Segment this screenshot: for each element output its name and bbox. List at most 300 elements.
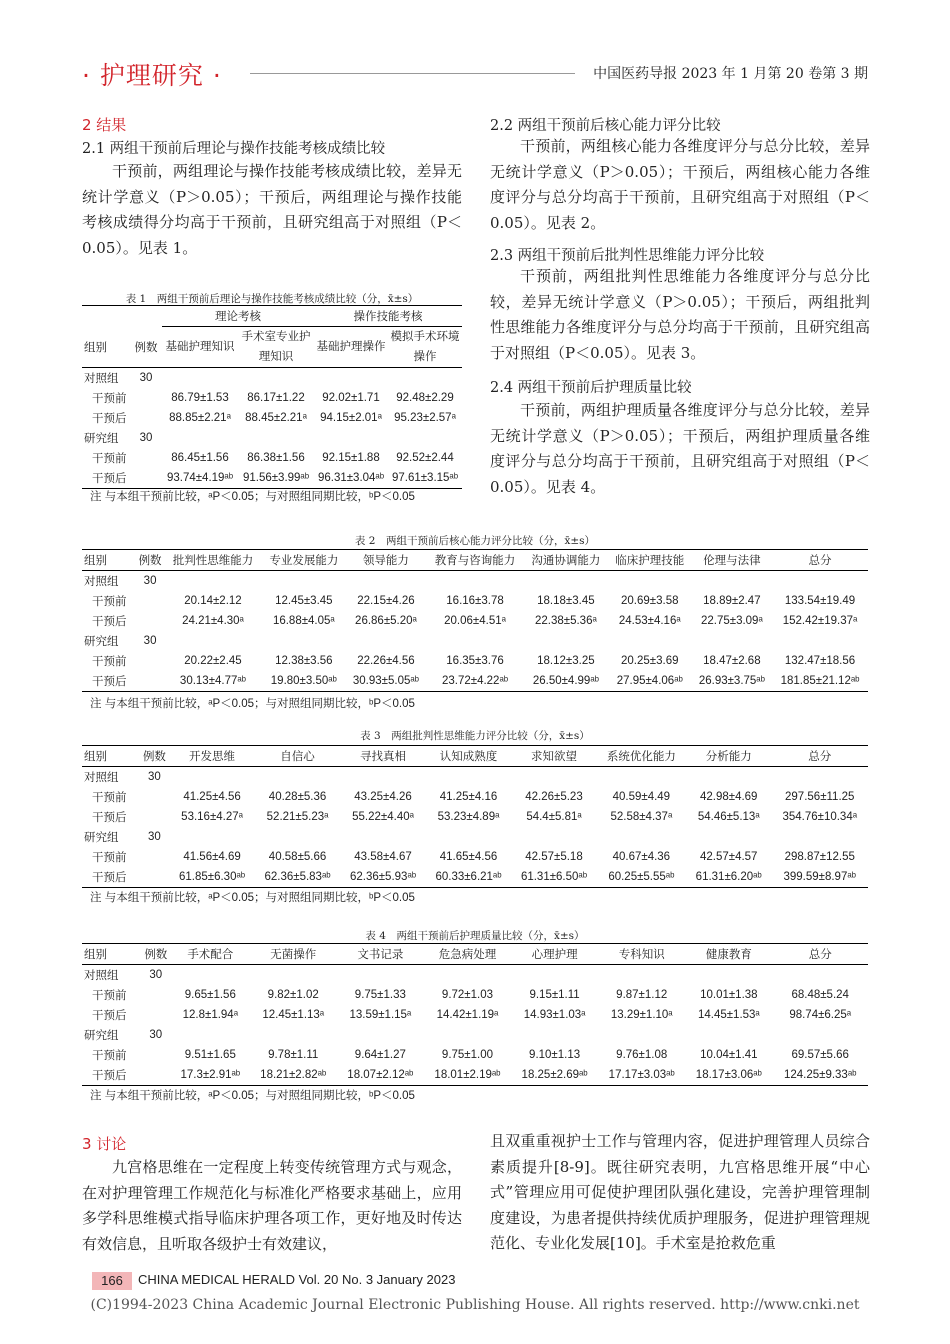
table-row	[82, 651, 868, 671]
table-cell	[424, 1025, 511, 1045]
column-header: 基础护理知识	[162, 327, 238, 368]
row-label: 干预后	[82, 671, 136, 692]
table-cell: 93.74±4.19ᵃᵇ	[162, 468, 238, 489]
column-header: 伦理与法律	[692, 550, 772, 571]
row-n	[130, 448, 162, 468]
table-cell: 298.87±12.55	[784, 851, 855, 863]
table-row	[82, 571, 868, 592]
table-cell: 18.47±2.68	[703, 655, 761, 667]
table-cell	[262, 571, 346, 592]
row-label: 干预后	[82, 867, 140, 888]
table-cell: 22.75±3.09ᵃ	[700, 615, 763, 627]
table-cell: 9.15±1.11	[529, 989, 580, 1001]
row-label: 对照组	[84, 772, 119, 784]
row-n	[136, 651, 164, 671]
table-cell: 297.56±11.25	[785, 791, 855, 803]
table-cell: 133.54±19.49	[784, 595, 856, 607]
table-cell: 95.23±2.57ᵃ	[394, 412, 456, 424]
table-row	[82, 1065, 868, 1086]
row-n: 30	[139, 372, 153, 384]
table-cell	[337, 1025, 424, 1045]
table-cell	[686, 827, 771, 847]
table-cell	[164, 571, 262, 592]
row-label: 对照组	[84, 576, 119, 588]
table-cell: 9.51±1.65	[184, 1049, 236, 1061]
table-cell: 26.86±5.20ᵃ	[355, 615, 417, 627]
section-2-2-text: 干预前，两组核心能力各维度评分与总分比较，差异无统计学意义（P＞0.05）；干预后，两组核心能力各维度评分与总分均高于干预前，且研究组高于对照组（P＜0.05）。见表 2。	[490, 137, 870, 232]
table-cell	[692, 571, 772, 592]
table-row	[82, 787, 868, 807]
column-header: 教育与咨询能力	[426, 550, 524, 571]
table-cell: 41.25±4.16	[439, 791, 498, 803]
table-cell	[388, 368, 462, 389]
column-header: 自信心	[255, 746, 340, 767]
table-cell	[388, 428, 462, 448]
table-cell	[597, 827, 686, 847]
table-cell: 20.69±3.58	[621, 595, 679, 607]
page-number: 166	[92, 1272, 132, 1290]
row-label: 干预前	[92, 393, 127, 405]
table-cell: 40.67±4.36	[612, 851, 671, 863]
group-header-theory: 理论考核	[162, 306, 314, 327]
table-cell	[340, 827, 425, 847]
column-header: 心理护理	[511, 944, 598, 965]
column-header: 组别	[82, 944, 141, 965]
table-cell	[346, 631, 426, 651]
table-cell: 20.06±4.51ᵃ	[444, 615, 506, 627]
table-cell: 9.87±1.12	[616, 989, 668, 1001]
table-cell	[772, 571, 868, 592]
table-cell	[171, 1025, 250, 1045]
column-header: 组别	[82, 550, 136, 571]
table-cell	[314, 428, 388, 448]
row-n: 30	[149, 1029, 163, 1041]
table-cell	[686, 767, 771, 788]
column-header: 无菌操作	[250, 944, 337, 965]
row-n	[141, 1045, 171, 1065]
row-label: 对照组	[84, 970, 119, 982]
table-cell: 24.21±4.30ᵃ	[182, 615, 244, 627]
table-cell: 86.38±1.56	[247, 452, 305, 464]
row-label: 干预前	[92, 453, 127, 465]
section-2-1-text: 干预前，两组理论与操作技能考核成绩比较，差异无统计学意义（P＞0.05）；干预后，两组理论与操作技能考核成绩得分均高于干预前，且研究组高于对照组（P＜0.05）。见表 1。	[82, 162, 462, 257]
row-label: 干预前	[92, 596, 127, 608]
table-2-caption: 表 2 两组干预前后核心能力评分比较（分，x̄±s）	[354, 535, 596, 547]
section-2-3-text: 干预前，两组批判性思维能力各维度评分与总分比较，差异无统计学意义（P＞0.05）；干预后，两组批判性思维能力各维度评分与总分均高于干预前，且研究组高于对照组（P＜0.05）。见表 3。	[490, 267, 870, 362]
table-3-caption: 表 3 两组批判性思维能力评分比较（分，x̄±s）	[360, 730, 590, 742]
table-cell: 55.22±4.40ᵃ	[352, 811, 414, 823]
column-header: 系统优化能力	[597, 746, 686, 767]
table-row	[82, 448, 462, 468]
row-n: 30	[149, 969, 163, 981]
table-cell: 96.31±3.04ᵃᵇ	[314, 468, 388, 489]
column-header-n: 例数	[130, 327, 162, 368]
table-cell: 92.02±1.71	[322, 392, 380, 404]
table-row	[82, 965, 868, 986]
table-cell	[685, 965, 772, 986]
row-label: 研究组	[84, 433, 119, 445]
table-cell: 22.15±4.26	[357, 595, 415, 607]
table-cell	[608, 631, 692, 651]
table-row	[82, 428, 462, 448]
discussion-text-left: 九宫格思维在一定程度上转变传统管理方式与观念，在对护理管理工作规范化与标准化严格要求基础上，应用多学科思维模式指导临床护理各项工作，更好地及时传达有效信息，且听取各级护士有效建议，	[82, 1158, 462, 1253]
table-cell: 53.23±4.89ᵃ	[437, 811, 500, 823]
table-cell	[608, 571, 692, 592]
row-label: 干预前	[92, 792, 127, 804]
table-cell: 41.56±4.69	[183, 851, 241, 863]
table-cell	[162, 428, 238, 448]
table-cell: 20.25±3.69	[621, 655, 679, 667]
table-cell: 9.75±1.00	[441, 1049, 493, 1061]
table-cell	[511, 1025, 598, 1045]
table-cell: 23.72±4.22ᵃᵇ	[426, 671, 524, 692]
table-cell: 18.07±2.12ᵃᵇ	[337, 1065, 424, 1086]
table-cell	[337, 965, 424, 986]
table-cell: 9.10±1.13	[529, 1049, 581, 1061]
table-cell: 9.82±1.02	[267, 989, 319, 1001]
table-cell	[250, 1025, 337, 1045]
table-cell: 40.58±5.66	[268, 851, 327, 863]
table-cell: 399.59±8.97ᵃᵇ	[771, 867, 868, 888]
table-cell: 9.76±1.08	[616, 1049, 668, 1061]
table-cell: 18.17±3.06ᵃᵇ	[685, 1065, 772, 1086]
table-cell: 88.85±2.21ᵃ	[169, 412, 231, 424]
table-cell	[314, 368, 388, 389]
table-cell: 86.79±1.53	[171, 392, 229, 404]
column-header: 例数	[141, 944, 171, 965]
section-2-1-title: 2.1 两组干预前后理论与操作技能考核成绩比较	[82, 141, 386, 157]
table-row	[82, 1045, 868, 1065]
row-label: 干预前	[92, 990, 127, 1002]
table-cell: 16.35±3.76	[446, 655, 504, 667]
table-cell	[771, 767, 868, 788]
column-header: 开发思维	[169, 746, 254, 767]
table-cell	[524, 631, 608, 651]
table-2	[82, 549, 868, 692]
section-2-3-title: 2.3 两组干预前后批判性思维能力评分比较	[490, 248, 765, 264]
table-cell: 42.57±5.18	[525, 851, 583, 863]
table-1-note: 注 与本组干预前比较，ᵃP＜0.05；与对照组同期比较，ᵇP＜0.05	[90, 491, 415, 503]
table-cell	[340, 767, 425, 788]
header-divider	[250, 73, 575, 74]
table-cell: 43.58±4.67	[354, 851, 412, 863]
table-row	[82, 847, 868, 867]
row-n	[136, 591, 164, 611]
table-cell: 53.16±4.27ᵃ	[181, 811, 243, 823]
table-3	[82, 745, 868, 888]
table-cell	[772, 631, 868, 651]
table-cell: 30.93±5.05ᵃᵇ	[346, 671, 426, 692]
column-header: 手术配合	[171, 944, 250, 965]
table-cell: 27.95±4.06ᵃᵇ	[608, 671, 692, 692]
row-n	[130, 408, 162, 428]
table-cell: 97.61±3.15ᵃᵇ	[388, 468, 462, 489]
table-cell	[511, 767, 596, 788]
journal-footer: CHINA MEDICAL HERALD Vol. 20 No. 3 January 2023	[138, 1272, 456, 1287]
table-cell	[424, 965, 511, 986]
table-cell: 10.04±1.41	[700, 1049, 758, 1061]
table-cell: 42.57±4.57	[699, 851, 758, 863]
table-cell: 52.58±4.37ᵃ	[610, 811, 673, 823]
column-header: 批判性思维能力	[164, 550, 262, 571]
column-header: 认知成熟度	[426, 746, 511, 767]
row-n	[136, 671, 164, 692]
row-n: 30	[143, 575, 157, 587]
table-4-note: 注 与本组干预前比较，ᵃP＜0.05；与对照组同期比较，ᵇP＜0.05	[90, 1090, 415, 1102]
row-n	[140, 847, 170, 867]
table-cell	[511, 965, 598, 986]
column-header: 临床护理技能	[608, 550, 692, 571]
table-row	[82, 827, 868, 847]
table-cell: 60.25±5.55ᵃᵇ	[597, 867, 686, 888]
group-header-practice: 操作技能考核	[314, 306, 462, 327]
column-header: 总分	[772, 550, 868, 571]
table-cell: 9.72±1.03	[441, 989, 493, 1001]
table-cell: 17.17±3.03ᵃᵇ	[598, 1065, 685, 1086]
table-cell: 54.46±5.13ᵃ	[697, 811, 760, 823]
table-row	[82, 1025, 868, 1045]
table-row	[82, 468, 462, 489]
section-2-4-text: 干预前，两组护理质量各维度评分与总分比较，差异无统计学意义（P＞0.05）；干预后，两组护理质量各维度评分与总分均高于干预前，且研究组高于对照组（P＜0.05）。见表 4。	[490, 401, 870, 496]
table-cell: 14.45±1.53ᵃ	[697, 1009, 760, 1021]
table-cell: 86.45±1.56	[171, 452, 229, 464]
table-row	[82, 631, 868, 651]
table-cell: 124.25±9.33ᵃᵇ	[772, 1065, 868, 1086]
column-header: 求知欲望	[511, 746, 596, 767]
table-cell	[169, 767, 254, 788]
column-header: 例数	[136, 550, 164, 571]
row-n	[140, 787, 170, 807]
discussion-heading: 3 讨论	[82, 1135, 127, 1153]
column-header: 模拟手术环境操作	[388, 327, 462, 368]
row-n	[141, 1065, 171, 1086]
table-cell	[238, 428, 314, 448]
table-cell	[771, 827, 868, 847]
table-cell: 69.57±5.66	[791, 1049, 849, 1061]
table-cell: 43.25±4.26	[354, 791, 412, 803]
table-cell: 68.48±5.24	[791, 989, 849, 1001]
table-row	[82, 1005, 868, 1025]
table-cell: 40.28±5.36	[268, 791, 327, 803]
table-cell	[426, 571, 524, 592]
section-2-2-title: 2.2 两组干预前后核心能力评分比较	[490, 118, 721, 134]
row-n	[140, 867, 170, 888]
table-cell: 20.22±2.45	[184, 655, 242, 667]
table-cell	[772, 965, 868, 986]
table-cell: 12.45±3.45	[275, 595, 333, 607]
table-cell: 60.33±6.21ᵃᵇ	[426, 867, 511, 888]
table-cell: 30.13±4.77ᵃᵇ	[164, 671, 262, 692]
table-row	[82, 985, 868, 1005]
table-4-caption: 表 4 两组干预前后护理质量比较（分，x̄±s）	[365, 930, 585, 942]
table-3-note: 注 与本组干预前比较，ᵃP＜0.05；与对照组同期比较，ᵇP＜0.05	[90, 892, 415, 904]
table-cell: 9.78±1.11	[268, 1049, 319, 1061]
row-label: 干预前	[92, 1050, 127, 1062]
column-header: 沟通协调能力	[524, 550, 608, 571]
row-label: 干预前	[92, 852, 127, 864]
table-cell	[598, 1025, 685, 1045]
table-cell	[426, 827, 511, 847]
table-cell: 13.29±1.10ᵃ	[610, 1009, 673, 1021]
row-label: 对照组	[84, 373, 119, 385]
table-cell: 152.42±19.37ᵃ	[782, 615, 858, 627]
table-cell: 26.50±4.99ᵃᵇ	[524, 671, 608, 692]
column-header: 文书记录	[337, 944, 424, 965]
table-cell	[426, 767, 511, 788]
table-cell: 16.88±4.05ᵃ	[272, 615, 335, 627]
row-label: 干预后	[92, 616, 127, 628]
table-cell: 18.18±3.45	[537, 595, 595, 607]
discussion-text-right: 且双重重视护士工作与管理内容，促进护理管理人员综合素质提升[8-9]。既往研究表明，九宫格思维开展“中心式”管理应用可促使护理团队强化建设，完善护理管理制度建设，为患者提供持续优质护理服务，促进护理管理规范化、专业化发展[10]。手术室是抢救危重	[490, 1132, 870, 1252]
table-cell	[238, 368, 314, 389]
table-cell: 19.80±3.50ᵃᵇ	[262, 671, 346, 692]
row-label: 干预后	[92, 413, 127, 425]
row-label: 干预后	[82, 1065, 141, 1086]
copyright-line: (C)1994-2023 China Academic Journal Electronic Publishing House. All rights reserved. http://www.cnki.net	[90, 1297, 860, 1313]
table-4	[82, 943, 868, 1086]
row-n: 30	[143, 635, 157, 647]
column-header: 危急病处理	[424, 944, 511, 965]
row-label: 研究组	[84, 832, 119, 844]
table-cell: 24.53±4.16ᵃ	[618, 615, 681, 627]
table-cell	[511, 827, 596, 847]
table-cell	[255, 767, 340, 788]
table-cell: 41.25±4.56	[183, 791, 241, 803]
table-cell	[171, 965, 250, 986]
table-cell: 41.65±4.56	[439, 851, 498, 863]
table-cell: 22.26±4.56	[357, 655, 415, 667]
row-n: 30	[139, 432, 153, 444]
table-cell	[598, 965, 685, 986]
row-n	[141, 1005, 171, 1025]
table-row	[82, 611, 868, 631]
table-row	[82, 591, 868, 611]
journal-info: 中国医药导报 2023 年 1 月第 20 卷第 3 期	[593, 66, 868, 82]
table-cell: 20.14±2.12	[184, 595, 242, 607]
table-cell: 10.01±1.38	[700, 989, 758, 1001]
column-header-group: 组别	[82, 327, 130, 368]
row-n	[136, 611, 164, 631]
table-row	[82, 388, 462, 408]
table-cell: 9.75±1.33	[354, 989, 406, 1001]
table-cell: 98.74±6.25ᵃ	[789, 1009, 852, 1021]
table-cell: 9.65±1.56	[184, 989, 236, 1001]
table-cell: 12.38±3.56	[275, 655, 333, 667]
row-label: 干预后	[82, 468, 130, 489]
table-2-note: 注 与本组干预前比较，ᵃP＜0.05；与对照组同期比较，ᵇP＜0.05	[90, 698, 415, 710]
column-header: 健康教育	[685, 944, 772, 965]
table-cell	[685, 1025, 772, 1045]
table-cell: 61.31±6.20ᵃᵇ	[686, 867, 771, 888]
row-n	[140, 807, 170, 827]
table-cell	[250, 965, 337, 986]
section-header-title: · 护理研究 ·	[82, 61, 222, 90]
table-cell	[524, 571, 608, 592]
table-row	[82, 867, 868, 888]
section-2-4-title: 2.4 两组干预前后护理质量比较	[490, 380, 692, 396]
column-header: 手术室专业护理知识	[238, 327, 314, 368]
row-label: 干预后	[92, 812, 127, 824]
table-cell: 14.93±1.03ᵃ	[523, 1009, 586, 1021]
row-label: 干预前	[92, 656, 127, 668]
row-n: 30	[148, 831, 161, 843]
table-cell	[262, 631, 346, 651]
table-cell: 62.36±5.93ᵃᵇ	[340, 867, 425, 888]
table-row	[82, 408, 462, 428]
column-header: 分析能力	[686, 746, 771, 767]
table-cell: 40.59±4.49	[612, 791, 671, 803]
column-header: 总分	[771, 746, 868, 767]
table-cell: 13.59±1.15ᵃ	[349, 1009, 412, 1021]
table-cell	[162, 368, 238, 389]
table-cell: 86.17±1.22	[247, 392, 305, 404]
table-cell: 42.26±5.23	[525, 791, 583, 803]
table-row	[82, 671, 868, 692]
table-cell: 17.3±2.91ᵃᵇ	[171, 1065, 250, 1086]
table-cell	[692, 631, 772, 651]
table-cell: 62.36±5.83ᵃᵇ	[255, 867, 340, 888]
row-label: 研究组	[84, 1030, 119, 1042]
table-1-caption: 表 1 两组干预前后理论与操作技能考核成绩比较（分，x̄±s）	[125, 293, 419, 305]
table-cell: 132.47±18.56	[784, 655, 856, 667]
table-cell: 92.15±1.88	[322, 452, 380, 464]
column-header: 寻找真相	[340, 746, 425, 767]
table-cell	[426, 631, 524, 651]
table-cell: 94.15±2.01ᵃ	[320, 412, 382, 424]
table-cell: 18.21±2.82ᵃᵇ	[250, 1065, 337, 1086]
table-cell	[169, 827, 254, 847]
table-cell	[255, 827, 340, 847]
table-row	[82, 807, 868, 827]
table-cell: 14.42±1.19ᵃ	[436, 1009, 499, 1021]
row-label: 研究组	[84, 636, 119, 648]
column-header: 专业发展能力	[262, 550, 346, 571]
table-cell: 52.21±5.23ᵃ	[266, 811, 329, 823]
table-row	[82, 767, 868, 788]
table-cell: 22.38±5.36ᵃ	[535, 615, 597, 627]
table-cell: 12.8±1.94ᵃ	[182, 1009, 238, 1021]
table-1	[82, 305, 462, 489]
table-cell: 354.76±10.34ᵃ	[782, 811, 857, 823]
table-row	[82, 368, 462, 389]
column-header: 组别	[82, 746, 140, 767]
table-cell	[597, 767, 686, 788]
table-cell: 18.25±2.69ᵃᵇ	[511, 1065, 598, 1086]
row-n: 30	[148, 771, 161, 783]
table-cell: 92.52±2.44	[396, 452, 454, 464]
table-cell	[164, 631, 262, 651]
column-header: 总分	[772, 944, 868, 965]
table-cell: 88.45±2.21ᵃ	[245, 412, 307, 424]
table-cell: 92.48±2.29	[396, 392, 454, 404]
table-cell: 18.01±2.19ᵃᵇ	[424, 1065, 511, 1086]
table-cell: 181.85±21.12ᵃᵇ	[772, 671, 868, 692]
table-cell: 18.89±2.47	[703, 595, 761, 607]
table-cell: 61.31±6.50ᵃᵇ	[511, 867, 596, 888]
row-label: 干预后	[92, 1010, 127, 1022]
table-cell: 42.98±4.69	[699, 791, 758, 803]
column-header: 领导能力	[346, 550, 426, 571]
table-cell: 16.16±3.78	[446, 595, 504, 607]
column-header: 基础护理操作	[314, 327, 388, 368]
row-n	[130, 468, 162, 489]
row-n	[141, 985, 171, 1005]
results-heading: 2 结果	[82, 116, 127, 134]
table-cell: 18.12±3.25	[537, 655, 595, 667]
table-cell: 9.64±1.27	[354, 1049, 406, 1061]
row-n	[130, 388, 162, 408]
table-cell	[346, 571, 426, 592]
